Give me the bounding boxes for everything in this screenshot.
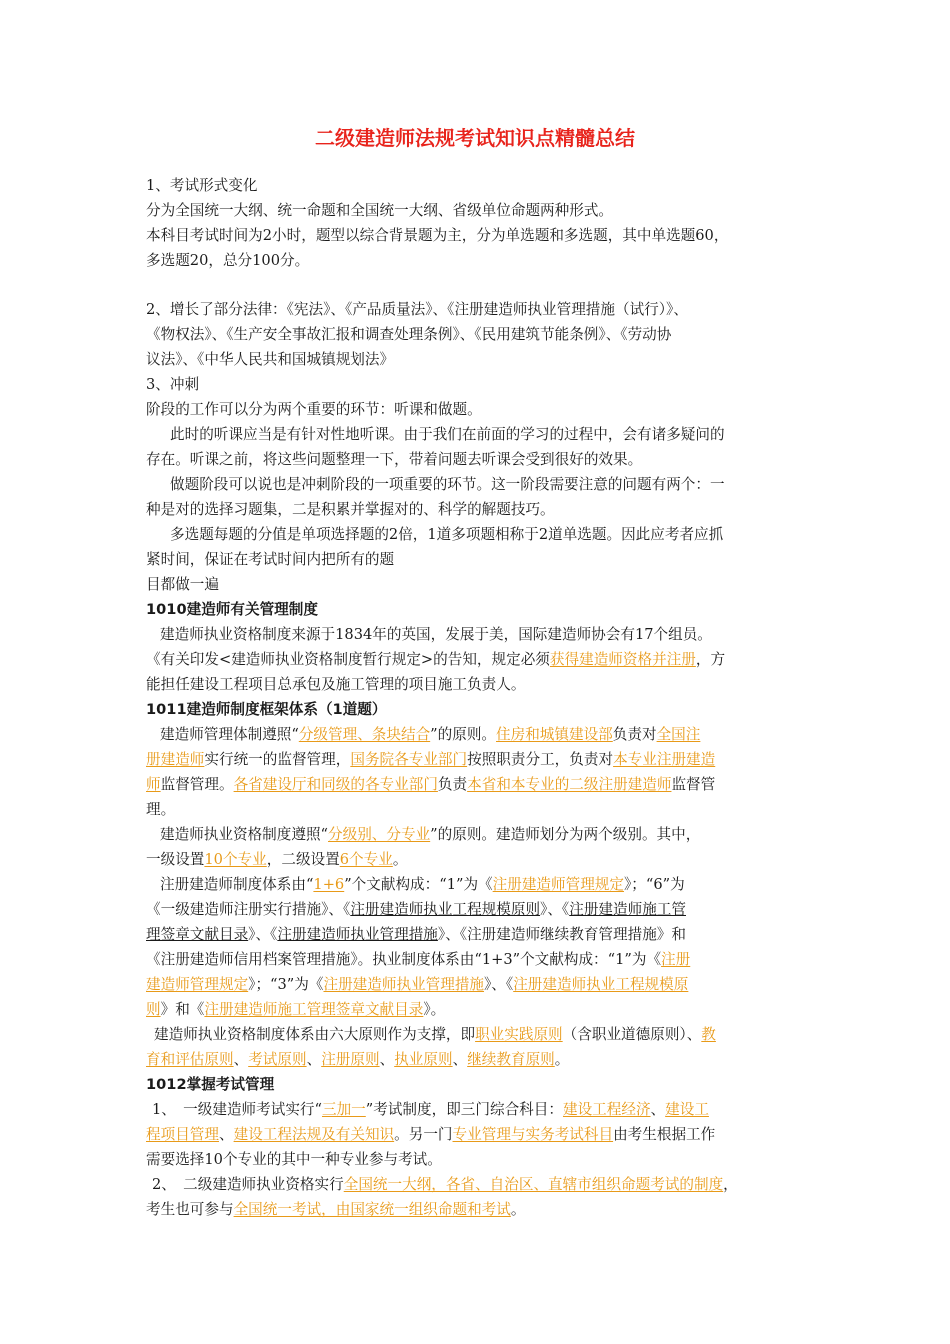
text-line [170,475,850,495]
highlighted-key-term: 各省建设厅和同级的各专业部门 [233,776,438,793]
highlighted-key-term: 10个专业 [204,851,267,868]
text-segment: 目都做一遍 [146,576,219,593]
text-line [170,425,850,445]
text-segment: 《有关印发<建造师执业资格制度暂行规定>的告知，规定必须 [146,651,550,668]
text-segment: 多选题20，总分100分。 [146,252,310,269]
text-segment: 1、考试形式变化 [146,177,258,194]
text-segment: 此时的听课应当是有针对性地听课。由于我们在前面的学习的过程中，会有诸多疑问的 [170,426,725,443]
text-segment: ， [723,1176,738,1193]
text-segment: 考生也可参与 [146,1201,234,1218]
highlighted-key-term: 注册建造师管理规定 [492,876,624,893]
text-segment: 议法》、《中华人民共和国城镇规划法》 [146,351,395,368]
text-segment: 1、 一级建造师考试实行“ [152,1101,322,1118]
text-segment: 需要选择10个专业的其中一种专业参与考试。 [146,1151,442,1168]
text-line [146,251,826,271]
highlighted-key-term: 获得建造师资格并注册 [549,651,696,668]
text-segment: 》；“3”为《 [248,976,324,993]
text-line [146,400,826,420]
highlighted-key-term: 职业实践原则 [475,1026,563,1043]
highlighted-key-term: 三加一 [321,1101,366,1118]
text-segment: 注册建造师制度体系由“ [160,876,314,893]
text-line [160,725,840,745]
text-segment: 建造师执业资格制度体系由六大原则作为支撑，即 [154,1026,476,1043]
highlighted-key-term: 建设工程法规及有关知识 [233,1126,395,1143]
text-segment: 建造师执业资格制度遵照“ [160,826,328,843]
highlighted-key-term: 注册 [661,951,691,968]
underlined-term: 注册建造师执业管理措施 [277,926,438,943]
text-line [146,375,826,395]
section-heading-line [146,700,826,720]
highlighted-key-term: 全国统一大纲，各省、自治区、直辖市组织命题考试的制度 [343,1176,724,1193]
highlighted-key-term: 分级管理、条块结合 [298,726,431,743]
text-segment: 按照职责分工，负责对 [467,751,614,768]
text-line [146,500,826,520]
highlighted-key-term: 程项目管理 [146,1126,219,1143]
text-segment: （含职业道德原则）、 [562,1026,702,1043]
text-line [160,825,840,845]
text-segment: 分为全国统一大纲、统一命题和全国统一大纲、省级单位命题两种形式。 [146,202,614,219]
text-segment: 一级设置 [146,851,205,868]
text-line [146,350,826,370]
text-segment: 监督管理。 [160,776,234,793]
text-segment: 》、《注册建造师继续教育管理措施》和 [437,926,686,943]
text-segment: ”的原则。 [430,726,497,743]
text-line [146,975,826,995]
text-line [146,1200,826,1220]
text-segment: 、 [379,1051,395,1068]
underlined-term: 注册建造师施工管 [569,901,686,918]
text-line [160,625,840,645]
text-segment: ，方 [695,651,726,668]
highlighted-key-term: 建设工程经济 [562,1101,651,1118]
text-line [146,325,826,345]
text-line [146,226,826,246]
text-line [146,1125,826,1145]
text-line [146,1050,826,1070]
text-line [146,925,826,945]
text-line [146,650,826,670]
text-segment: 《物权法》、《生产安全事故汇报和调查处理条例》、《民用建筑节能条例》、《劳动协 [146,326,672,343]
text-segment: 。 [554,1051,570,1068]
text-segment: 理。 [146,801,176,818]
highlighted-key-term: 注册建造师施工管理签章文献目录 [204,1001,424,1018]
highlighted-key-term: 专业管理与实务考试科目 [452,1126,614,1143]
text-segment: 由考生根据工作 [613,1126,716,1143]
text-segment: 、 [306,1051,322,1068]
text-segment: ”的原则。建造师划分为两个级别。其中， [430,826,701,843]
highlighted-key-term: 建造师管理规定 [146,976,249,993]
highlighted-key-term: 册建造师 [146,751,205,768]
text-segment: 》、《 [248,926,278,943]
text-segment: 1011建造师制度框架体系（1道题） [146,701,387,718]
section-heading-line [146,600,826,620]
text-line [146,950,826,970]
section-heading-line [146,1075,826,1095]
text-line [160,875,840,895]
text-segment: 能担任建设工程项目总承包及施工管理的项目施工负责人。 [146,676,526,693]
highlighted-key-term: 则 [146,1001,161,1018]
text-segment: 2、 二级建造师执业资格实行 [152,1176,344,1193]
text-line [154,1025,834,1045]
text-segment: 阶段的工作可以分为两个重要的环节：听课和做题。 [146,401,482,418]
text-segment: 做题阶段可以说也是冲刺阶段的一项重要的环节。这一阶段需要注意的问题有两个：一 [170,476,725,493]
text-segment: 1012掌握考试管理 [146,1076,275,1093]
text-line [146,300,826,320]
text-segment: 。 [392,851,408,868]
text-segment: 多选题每题的分值是单项选择题的2倍，1道多项题相称于2道单选题。因此应考者应抓 [170,526,724,543]
highlighted-key-term: 分级别、分专业 [328,826,431,843]
text-segment: 、 [218,1126,234,1143]
text-segment: 监督管 [671,776,716,793]
text-segment: 实行统一的监督管理， [204,751,351,768]
text-segment: 、 [233,1051,249,1068]
text-segment: 、 [452,1051,468,1068]
text-line [152,1175,832,1195]
text-segment: 存在。听课之前，将这些问题整理一下，带着问题去听课会受到很好的效果。 [146,451,643,468]
text-segment: 《一级建造师注册实行措施》、《 [146,901,351,918]
text-segment: 建造师执业资格制度来源于1834年的英国，发展于美，国际建造师协会有17个组员。 [160,626,712,643]
text-line [146,1150,826,1170]
highlighted-key-term: 注册原则 [321,1051,380,1068]
text-segment: ”个文献构成：“1”为《 [344,876,493,893]
highlighted-key-term: 注册建造师执业工程规模原 [513,976,689,993]
highlighted-key-term: 本专业注册建造 [613,751,716,768]
text-segment: 负责对 [612,726,657,743]
text-segment: 》；“6”为 [624,876,685,893]
text-line [146,176,826,196]
text-line [170,525,850,545]
highlighted-key-term: 全国统一考试，由国家统一组织命题和考试 [233,1201,511,1218]
highlighted-key-term: 建设工 [665,1101,709,1118]
text-line [146,1000,826,1020]
text-line [146,775,826,795]
highlighted-key-term: 继续教育原则 [467,1051,555,1068]
text-segment: 1010建造师有关管理制度 [146,601,318,618]
underlined-term: 理签章文献目录 [146,926,249,943]
underlined-term: 注册建造师执业工程规模原则 [350,901,541,918]
text-segment: 负责 [437,776,468,793]
highlighted-key-term: 育和评估原则 [146,1051,234,1068]
text-line [146,900,826,920]
text-line [146,550,826,570]
text-line [146,800,826,820]
highlighted-key-term: 执业原则 [394,1051,453,1068]
text-segment: 。 [510,1201,526,1218]
text-line [146,450,826,470]
highlighted-key-term: 住房和城镇建设部 [496,726,613,743]
highlighted-key-term: 1+6 [313,876,345,893]
text-segment: 《注册建造师信用档案管理措施》。执业制度体系由“1+3”个文献构成：“1”为《 [146,951,662,968]
text-segment: 》、《 [540,901,570,918]
text-segment: ，二级设置 [266,851,340,868]
text-segment: 本科目考试时间为2小时，题型以综合背景题为主，分为单选题和多选题，其中单选题60， [146,227,729,244]
text-line [146,750,826,770]
highlighted-key-term: 本省和本专业的二级注册建造师 [467,776,672,793]
text-segment: ”考试制度，即三门综合科目： [365,1101,563,1118]
text-segment: 》和《 [160,1001,205,1018]
highlighted-key-term: 教 [701,1026,716,1043]
highlighted-key-term: 注册建造师执业管理措施 [323,976,485,993]
text-segment: 。另一门 [394,1126,453,1143]
text-segment: 建造师管理体制遵照“ [160,726,299,743]
text-line [146,675,826,695]
text-segment: 、 [650,1101,666,1118]
text-line [146,850,826,870]
text-line [146,575,826,595]
text-segment: 》、《 [484,976,514,993]
highlighted-key-term: 全国注 [656,726,701,743]
text-segment: 2、增长了部分法律：《宪法》、《产品质量法》、《注册建造师执业管理措施（试行）》、 [146,301,688,318]
text-segment: 紧时间，保证在考试时间内把所有的题 [146,551,395,568]
highlighted-key-term: 考试原则 [248,1051,307,1068]
highlighted-key-term: 师 [146,776,161,793]
text-line [152,1100,832,1120]
text-segment: 》。 [423,1001,446,1018]
highlighted-key-term: 6个专业 [339,851,393,868]
text-line [146,201,826,221]
text-segment: 种是对的选择习题集，二是积累并掌握对的、科学的解题技巧。 [146,501,555,518]
document-title: 二级建造师法规考试知识点精髓总结 [315,126,635,150]
text-segment: 3、冲刺 [146,376,200,393]
highlighted-key-term: 国务院各专业部门 [350,751,468,768]
